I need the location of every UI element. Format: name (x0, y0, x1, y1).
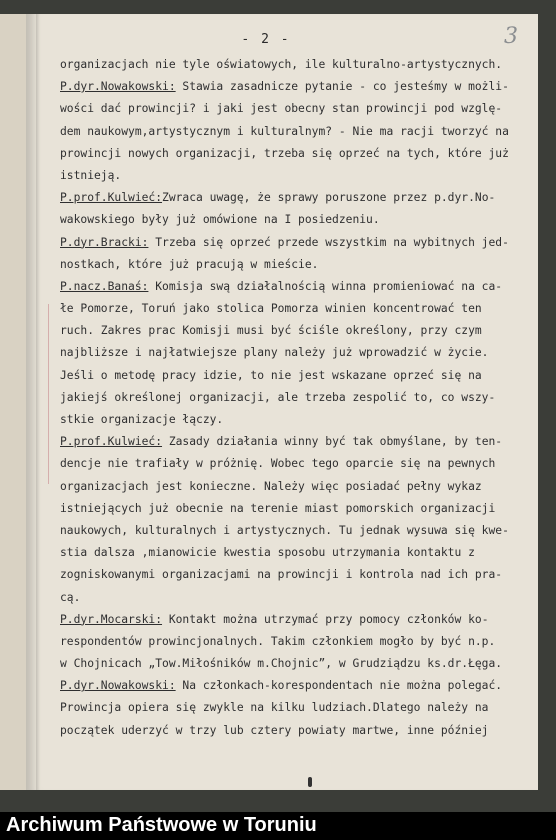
text-line: Prowincja opiera się zwykle na kilku ludziach.Dlatego należy na (60, 701, 489, 715)
text-line: w Chojnicach „Tow.Miłośników m.Chojnic”, w Grudziądzu ks.dr.Łęga. (60, 657, 503, 671)
page-number: - 2 - (241, 32, 291, 47)
speaker-name: P.prof.Kulwieć: (60, 191, 163, 205)
speaker-name: P.nacz.Banaś: (60, 279, 149, 293)
speaker-name: P.dyr.Bracki: (60, 235, 149, 249)
text-line: organizacjach nie tyle oświatowych, ile kulturalno-artystycznych. (60, 58, 503, 71)
document-page (26, 14, 538, 790)
text-line: istniejących już obecnie na terenie miast pomorskich organizacji (60, 501, 496, 515)
text-line: P.dyr.Nowakowski: Stawia zasadnicze pytanie - co jesteśmy w możli- (60, 80, 509, 94)
text-line: początek uderzyć w trzy lub cztery powiaty martwe, inne później (60, 723, 489, 737)
text-line: wakowskiego były już omówione na I posiedzeniu. (60, 213, 380, 227)
archive-footer-banner (0, 812, 556, 840)
text-line: naukowych, kulturalnych i artystycznych. Tu jednak wysuwa się kwe- (60, 523, 509, 537)
speaker-name: P.dyr.Nowakowski: (60, 679, 176, 693)
handwritten-page-mark: 3 (504, 24, 518, 49)
typed-text-body (60, 54, 534, 742)
text-line: dencje nie trafiały w próżnię. Wobec tego oparcie się na pewnych (60, 457, 496, 471)
text-line: P.nacz.Banaś: Komisja swą działalnością winna promieniować na ca- (60, 279, 503, 293)
text-line: istnieją. (60, 168, 122, 182)
page-fold-shadow (36, 14, 40, 790)
text-line: stkie organizacje łączy. (60, 413, 224, 426)
text-line: Jeśli o metodę pracy idzie, to nie jest wskazane oprzeć się na (60, 368, 482, 382)
speaker-name: P.prof.Kulwieć: (60, 435, 163, 449)
text-line: najbliższe i najłatwiejsze plany należy już wprowadzić w życie. (60, 346, 489, 360)
speaker-name: P.dyr.Nowakowski: (60, 80, 176, 94)
archive-name: Archiwum Państwowe w Toruniu (6, 814, 317, 836)
speaker-name: P.dyr.Mocarski: (60, 612, 163, 626)
text-line: P.prof.Kulwieć: Zasady działania winny być tak obmyślane, by ten- (60, 435, 503, 449)
text-line: zogniskowanymi organizacjami na prowincji i kontrola nad ich pra- (60, 568, 503, 582)
text-line: wości dać prowincji? i jaki jest obecny stan prowincji pod wzglę- (60, 102, 503, 116)
text-line: cą. (60, 590, 81, 604)
text-line: P.dyr.Mocarski: Kontakt można utrzymać przy pomocy członków ko- (60, 612, 489, 626)
text-line: dem naukowym,artystycznym i kulturalnym? - Nie ma racji tworzyć na (60, 124, 509, 138)
text-line: organizacjach jest konieczne. Należy więc posiadać pełny wykaz (60, 479, 482, 493)
text-line: P.dyr.Bracki: Trzeba się oprzeć przede wszystkim na wybitnych jed- (60, 235, 509, 249)
text-line: prowincji nowych organizacji, trzeba się oprzeć na tych, które już (60, 146, 509, 160)
ink-mark (308, 777, 312, 787)
text-line: respondentów prowincjonalnych. Takim członkiem mogło by być n.p. (60, 634, 496, 648)
text-line: stia dalsza ,mianowicie kwestia sposobu utrzymania kontaktu z (60, 546, 475, 560)
text-line: P.prof.Kulwieć:Zwraca uwagę, że sprawy poruszone przez p.dyr.No- (60, 191, 496, 205)
text-line: nostkach, które już pracują w mieście. (60, 257, 319, 271)
text-line: ruch. Zakres prac Komisji musi być ściśle określony, przy czym (60, 324, 482, 338)
text-line: jakiejś określonej organizacji, ale trzeba zespolić to, co wszy- (60, 390, 496, 404)
margin-pencil-line (48, 304, 49, 484)
text-line: łe Pomorze, Toruń jako stolica Pomorza winien koncentrować ten (60, 302, 482, 316)
text-line: P.dyr.Nowakowski: Na członkach-korespondentach nie można polegać. (60, 679, 503, 693)
